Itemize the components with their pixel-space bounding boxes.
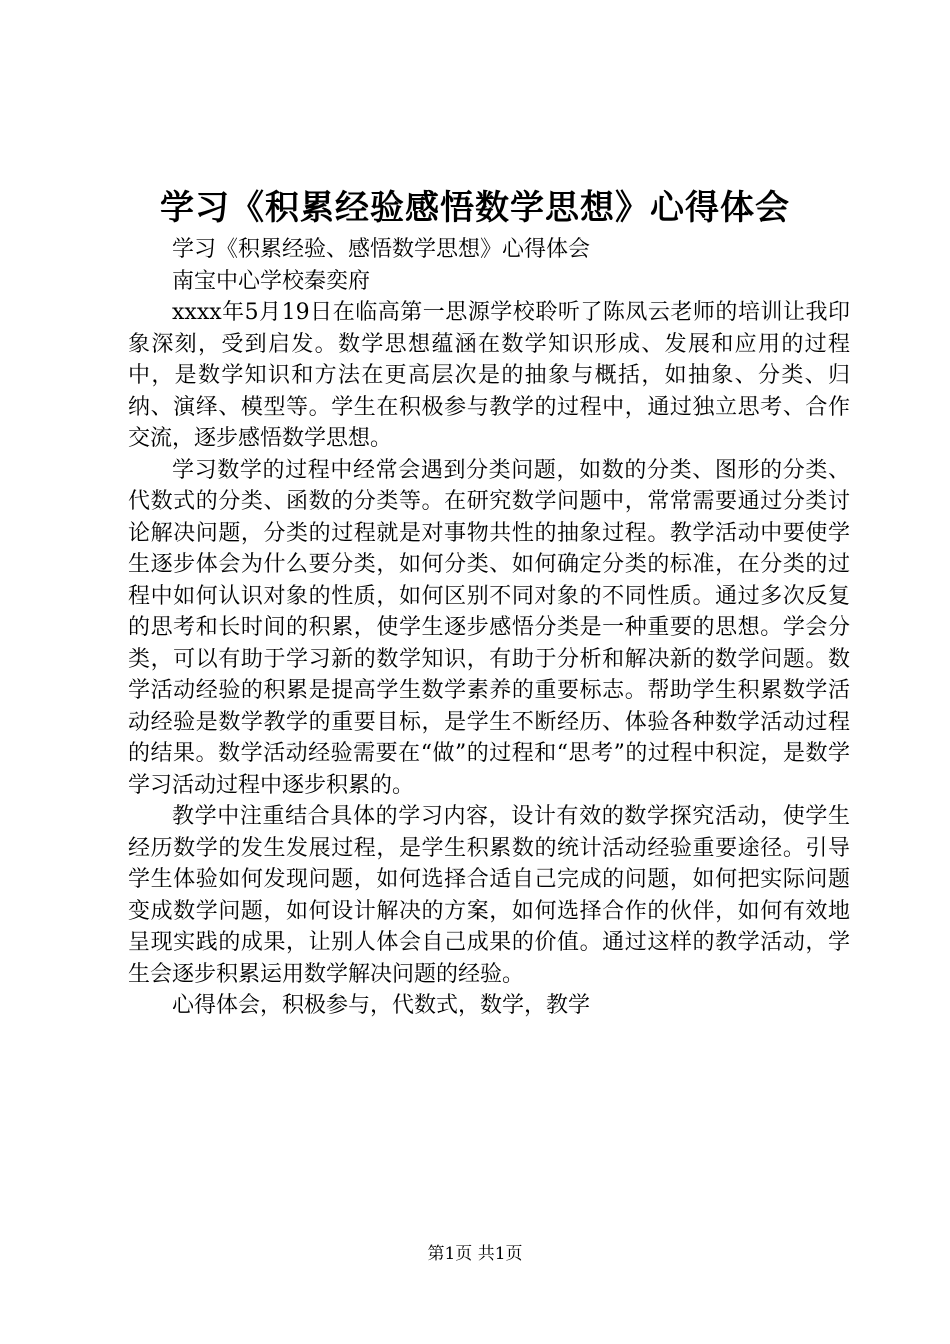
paragraph: xxxx年5月19日在临高第一思源学校聆听了陈凤云老师的培训让我印象深刻，受到启发。数学思想蕴涵在数学知识形成、发展和应用的过程中，是数学知识和方法在更高层次是的抽象与概括，如抽象、分类、归纳、演绎、模型等。学生在积极参与教学的过程中，通过独立思考、合作交流，逐步感悟数学思想。 — [128, 300, 850, 451]
paragraph: 学习数学的过程中经常会遇到分类问题，如数的分类、图形的分类、代数式的分类、函数的分类等。在研究数学问题中，常常需要通过分类讨论解决问题，分类的过程就是对事物共性的抽象过程。教学活动中要使学生逐步体会为什么要分类，如何分类、如何确定分类的标准，在分类的过程中如何认识对象的性质，如何区别不同对象的不同性质。通过多次反复的思考和长时间的积累，使学生逐步感悟分类是一种重要的思想。学会分类，可以有助于学习新的数学知识，有助于分析和解决新的数学问题。数学活动经验的积累是提高学生数学素养的重要标志。帮助学生积累数学活动经验是数学教学的重要目标，是学生不断经历、体验各种数学活动过程的结果。数学活动经验需要在“做”的过程和“思考”的过程中积淀，是数学学习活动过程中逐步积累的。 — [128, 457, 850, 798]
document-title: 学习《积累经验感悟数学思想》心得体会 — [160, 188, 790, 228]
paragraph: 教学中注重结合具体的学习内容，设计有效的数学探究活动，使学生经历数学的发生发展过程，是学生积累数的统计活动经验重要途径。引导学生体验如何发现问题，如何选择合适自己完成的问题，如何把实际问题变成数学问题，如何设计解决的方案，如何选择合作的伙伴，如何有效地呈现实践的成果，让别人体会自己成果的价值。通过这样的教学活动，学生会逐步积累运用数学解决问题的经验。 — [128, 804, 850, 987]
page-number-footer: 第1页 共1页 — [427, 1244, 523, 1264]
paragraph-keywords: 心得体会，积极参与，代数式，数学，教学 — [172, 993, 591, 1018]
document-body — [128, 234, 850, 1022]
paragraph-subtitle: 学习《积累经验、感悟数学思想》心得体会 — [172, 237, 591, 262]
paragraph-author: 南宝中心学校秦奕府 — [172, 268, 371, 294]
